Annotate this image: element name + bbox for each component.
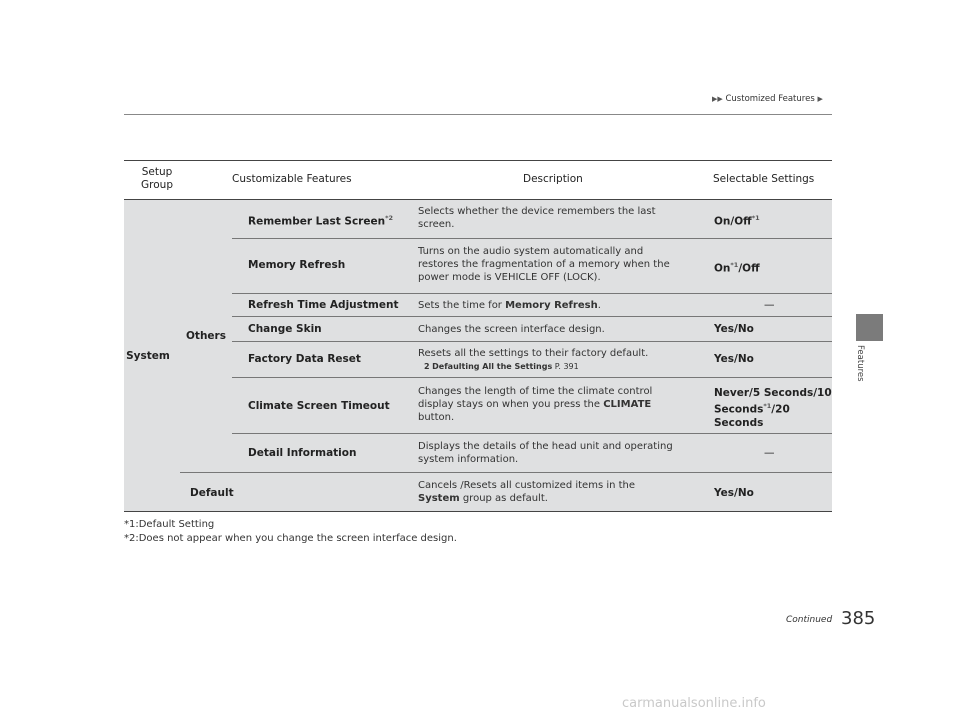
setting-line: Seconds [714,416,764,429]
feature-settings: — [764,299,775,311]
feature-settings [714,259,760,276]
setting-option: Yes [714,323,735,335]
setting-option: Yes [714,487,735,499]
setting-option: Off [734,215,752,228]
description-text: Resets all the settings to their factory default. [418,348,649,359]
footnote-mark: *1 [730,261,739,269]
footnote-mark: *1 [751,214,760,222]
row-divider [180,472,832,473]
header-description: Description [523,173,583,185]
continued-label: Continued [786,615,833,625]
feature-description: Changes the screen interface design. [418,324,605,335]
section-label [851,345,871,415]
header-setup-group [124,166,190,192]
feature-settings [714,487,754,500]
feature-name: Remember Last Screen [248,215,386,228]
footnote: *1:Default Setting [124,519,215,530]
description-text: Sets the time for [418,300,506,311]
setting-option: Seconds [714,403,764,416]
reference-icon: 2 [424,362,430,371]
feature-description [418,479,678,505]
description-text: Cancels /Resets all customized items in the [418,480,636,491]
setting-option: /20 [771,403,790,416]
setting-option: On [714,262,731,275]
feature-settings [714,353,754,366]
setting-line [714,400,832,417]
description-bold: CLIMATE [603,399,652,410]
setting-option: No [737,487,754,499]
setting-option: Yes [714,353,735,365]
setting-option: No [737,353,754,365]
setting-separator: / [730,215,735,228]
setting-separator: / [734,353,738,365]
page-reference [418,360,688,373]
setting-option: Off [742,262,760,275]
feature-name: Memory Refresh [248,259,346,271]
reference-page: P. 391 [552,362,579,371]
table-row [248,212,393,229]
setting-separator: / [738,262,743,275]
description-text: group as default. [459,493,548,504]
setting-option: No [737,323,754,335]
feature-name: Climate Screen Timeout [248,400,390,412]
footnote: *2:Does not appear when you change the screen interface design. [124,533,457,544]
settings-table [124,160,832,512]
row-divider [232,433,832,434]
watermark: carmanualsonline.info [622,696,766,711]
setting-line: Never/5 Seconds/10 [714,387,832,399]
feature-settings: — [764,447,775,459]
group-system: System [126,350,170,362]
row-divider [232,316,832,317]
reference-link[interactable]: Defaulting All the Settings [432,362,553,371]
feature-name: Detail Information [248,447,357,459]
header-customizable-features: Customizable Features [232,173,352,185]
description-text: . [597,300,601,311]
description-bold: Memory Refresh [505,300,598,311]
row-divider [232,377,832,378]
feature-name: Factory Data Reset [248,353,361,365]
arrow-icon: ▶▶ [712,95,723,103]
table-bottom-rule [124,511,832,512]
feature-settings [714,323,754,336]
feature-description [418,299,601,312]
feature-name: Change Skin [248,323,322,335]
breadcrumb-label: Customized Features [725,94,815,104]
feature-description: Selects whether the device remembers the last screen. [418,206,656,230]
feature-description [418,347,688,373]
description-text: Changes the length of time the climate control display stays on when you press the [418,386,653,410]
section-label-text: Features [855,345,865,382]
footnote-mark: *2 [385,214,393,222]
feature-description: Displays the details of the head unit and operating system information. [418,441,673,465]
feature-name: Refresh Time Adjustment [248,299,399,311]
setting-separator: / [734,487,738,499]
footnote-mark: *1 [763,402,772,410]
header-setup-line2: Group [141,179,173,191]
row-divider [232,293,832,294]
feature-settings [714,387,832,430]
feature-name: Default [190,487,234,499]
group-others: Others [186,330,226,342]
table-top-rule [124,160,832,161]
description-bold: System [418,493,460,504]
feature-description: Turns on the audio system automatically and restores the fragmentation of a memory when the power mode is VEHICLE OFF (LOCK). [418,246,670,283]
setting-separator: / [734,323,738,335]
header-selectable-settings: Selectable Settings [713,173,815,185]
row-divider [232,238,832,239]
feature-settings [714,212,760,229]
description-text: button. [418,412,455,423]
breadcrumb [712,94,823,104]
feature-description [418,385,668,424]
row-divider [232,341,832,342]
page-number: 385 [841,608,876,629]
arrow-icon: ▶ [817,95,823,103]
header-setup-line1: Setup [141,166,173,178]
section-tab [856,314,883,341]
top-rule [124,114,832,115]
setting-option: On [714,215,731,228]
